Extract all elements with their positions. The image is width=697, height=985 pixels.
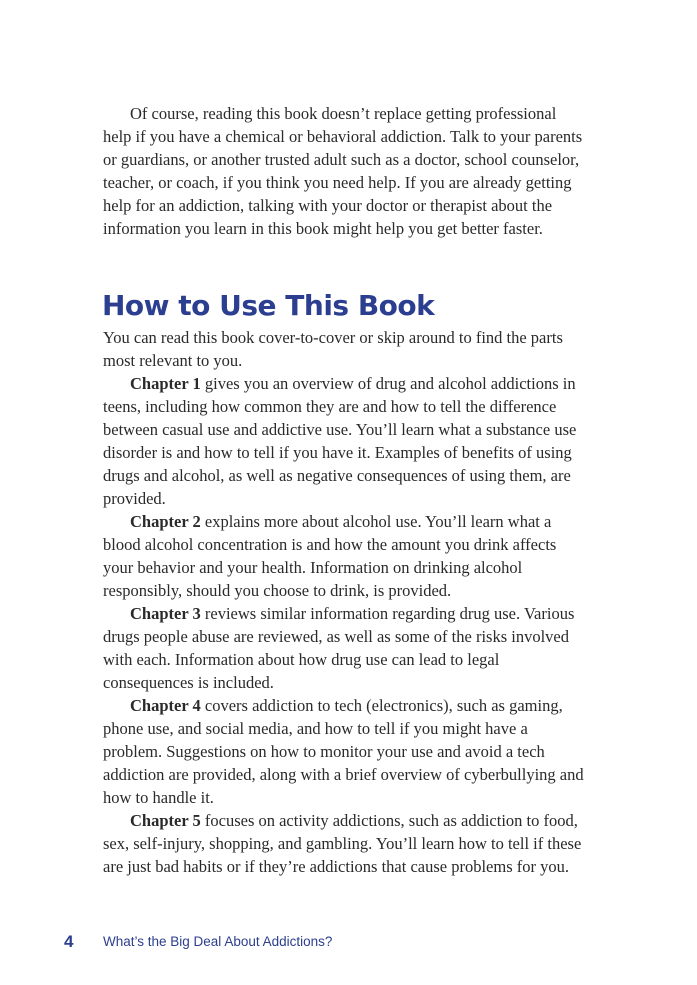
chapter-5-paragraph [103,809,585,878]
chapter-4-text: covers addiction to tech (electronics), such as gaming, phone use, and social media, and how to tell if you might have a problem. Suggestions on how to monitor your use and avoid a tech addiction are provided, along with a brief overview of cyberbullying and how to handle it. [103,696,584,807]
section-body [103,326,585,878]
chapter-3-label: Chapter 3 [130,604,201,623]
section-intro: You can read this book cover-to-cover or skip around to find the parts most relevant to you. [103,328,563,370]
chapter-5-label: Chapter 5 [130,811,201,830]
chapter-4-label: Chapter 4 [130,696,201,715]
chapter-2-label: Chapter 2 [130,512,201,531]
chapter-2-text: explains more about alcohol use. You’ll learn what a blood alcohol concentration is and how the amount you drink affects your behavior and your health. Information on drinking alcohol responsibly, should you choose to drink, is provided. [103,512,557,600]
chapter-2-paragraph [103,510,585,602]
running-footer-title: What’s the Big Deal About Addictions? [103,934,333,949]
chapter-5-text: focuses on activity addictions, such as addiction to food, sex, self-injury, shopping, and gambling. You’ll learn how to tell if these are just bad habits or if they’re addictions that cause problems for you. [103,811,582,876]
intro-paragraph: Of course, reading this book doesn’t replace getting professional help if you have a chemical or behavioral addiction. Talk to your parents or guardians, or another trusted adult such as a doctor, school counselor, teacher, or coach, if you think you need help. If you are already getting help for an addiction, talking with your doctor or therapist about the information you learn in this book might help you get better faster. [103,104,583,238]
chapter-1-paragraph [103,372,585,510]
page-number: 4 [64,932,74,951]
chapter-3-paragraph [103,602,585,694]
chapter-4-paragraph [103,694,585,809]
chapter-1-text: gives you an overview of drug and alcohol addictions in teens, including how common they are and how to tell the difference between casual use and addictive use. You’ll learn what a substance use disorder is and how to tell if you have it. Examples of benefits of using drugs and alcohol, as well as negative consequences of using them, are provided. [103,374,577,508]
chapter-1-label: Chapter 1 [130,374,201,393]
section-heading: How to Use This Book [102,289,435,322]
chapter-3-text: reviews similar information regarding drug use. Various drugs people abuse are reviewed, as well as some of the risks involved with each. Information about how drug use can lead to legal consequences is included. [103,604,575,692]
